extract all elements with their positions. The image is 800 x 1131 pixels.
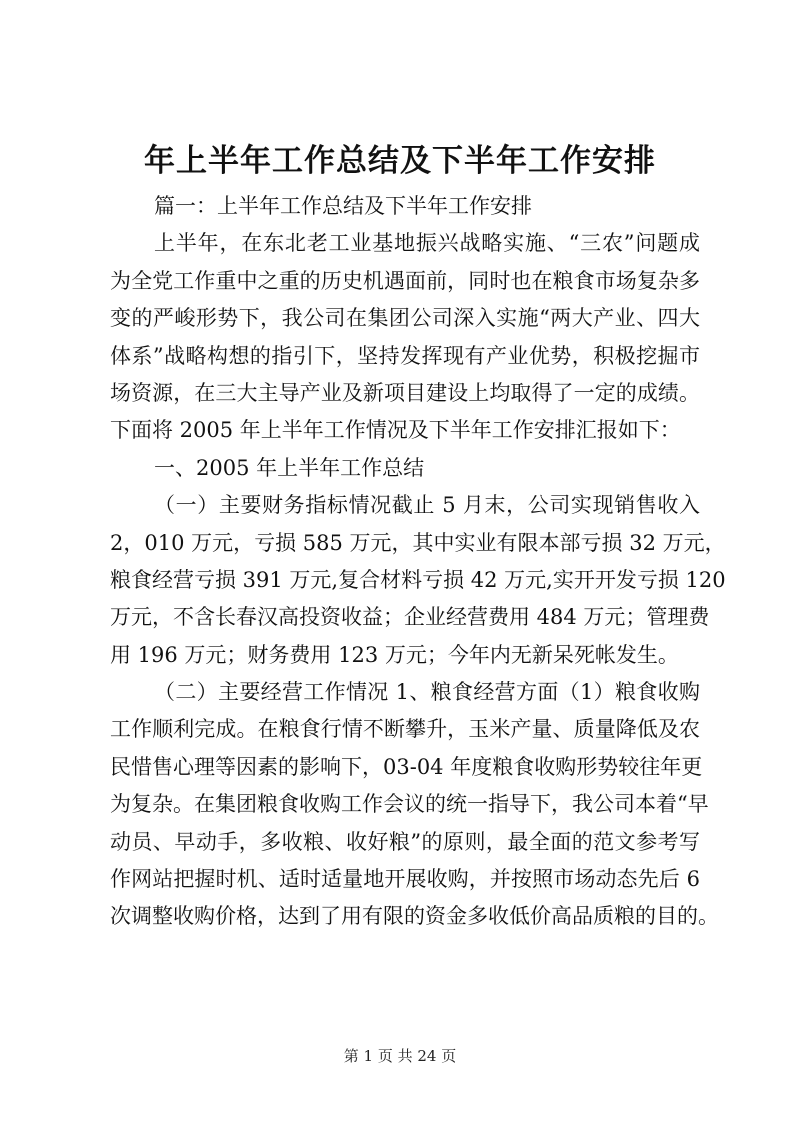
- text-line: （二）主要经营工作情况 1、粮食经营方面（1）粮食收购: [154, 680, 700, 705]
- text-line: 上半年，在东北老工业基地振兴战略实施、“三农”问题成: [154, 231, 700, 256]
- document-title: 年上半年工作总结及下半年工作安排: [144, 143, 656, 179]
- text-line: 民惜售心理等因素的影响下，03-04 年度粮食收购形势较往年更: [110, 754, 703, 779]
- text-line: （一）主要财务指标情况截止 5 月末，公司实现销售收入: [154, 493, 700, 518]
- text-line: 万元，不含长春汉高投资收益；企业经营费用 484 万元；管理费: [110, 605, 710, 630]
- document-body: [110, 188, 726, 936]
- text-line: 用 196 万元；财务费用 123 万元；今年内无新呆死帐发生。: [110, 642, 679, 667]
- page-footer: 第 1 页 共 24 页: [343, 1047, 457, 1065]
- text-line: 体系”战略构想的指引下，坚持发挥现有产业优势，积极挖掘市: [110, 343, 700, 368]
- text-line: 2，010 万元，亏损 585 万元，其中实业有限本部亏损 32 万元，: [110, 530, 726, 555]
- text-line: 场资源，在三大主导产业及新项目建设上均取得了一定的成绩。: [110, 380, 700, 405]
- text-line: 动员、早动手，多收粮、收好粮”的原则，最全面的范文参考写: [110, 829, 700, 854]
- text-line: 变的严峻形势下，我公司在集团公司深入实施“两大产业、四大: [110, 306, 700, 331]
- text-line: 篇一：上半年工作总结及下半年工作安排: [154, 194, 532, 218]
- text-line: 次调整收购价格，达到了用有限的资金多收低价高品质粮的目的。: [110, 904, 719, 929]
- text-line: 下面将 2005 年上半年工作情况及下半年工作安排汇报如下：: [110, 418, 681, 443]
- text-line: 粮食经营亏损 391 万元,复合材料亏损 42 万元,实开开发亏损 120: [110, 567, 726, 592]
- text-line: 作网站把握时机、适时适量地开展收购，并按照市场动态先后 6: [110, 867, 700, 892]
- text-line: 为复杂。在集团粮食收购工作会议的统一指导下，我公司本着“早: [110, 792, 709, 817]
- text-line: 工作顺利完成。在粮食行情不断攀升，玉米产量、质量降低及农: [110, 717, 700, 742]
- text-line: 为全党工作重中之重的历史机遇面前，同时也在粮食市场复杂多: [110, 268, 700, 293]
- text-line: 一、2005 年上半年工作总结: [154, 455, 425, 480]
